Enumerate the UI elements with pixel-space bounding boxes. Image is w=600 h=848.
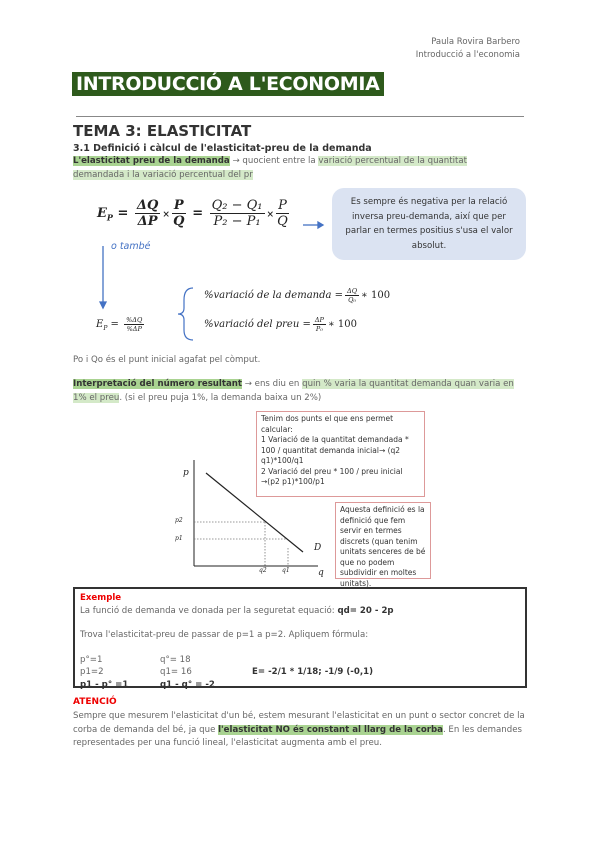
result: E= -2/1 * 1/18; -1/9 (-0,1) xyxy=(252,666,374,677)
times: × xyxy=(266,210,275,220)
author: Paula Rovira Barbero xyxy=(431,37,520,47)
course: Introducció a l'economia xyxy=(415,50,520,60)
text: . En les demandes representades per una funció lineal, l'elasticitat augmenta amb el preu. xyxy=(73,724,522,748)
p2-label: p2 xyxy=(175,517,183,524)
sub: P xyxy=(103,325,108,332)
topic-heading: TEMA 3: ELASTICITAT xyxy=(73,122,252,140)
item: 1 Variació de la quantitat demandada * 100 / quantitat demanda inicial→ (q2 q1)*100/q1 xyxy=(261,435,409,465)
val: p°=1 xyxy=(80,654,103,665)
num: ΔQ xyxy=(136,198,159,213)
label: %variació de la demanda = xyxy=(204,290,344,301)
highlight: variació percentual de la quantitat xyxy=(318,156,467,166)
attention-text xyxy=(73,710,533,751)
item: 2 Variació del preu * 100 / preu inicial →(p2 p1)*100/p1 xyxy=(261,466,403,486)
den: Q₀ xyxy=(348,296,356,304)
discrete-box: Aquesta definició es la definició que fem servir en termes discrets (quan tenim unitats senceres de bé que no podem subdividir en moltes unitats). xyxy=(335,502,431,579)
intro: Tenim dos punts el que ens permet calcular: xyxy=(261,414,394,434)
example-box xyxy=(73,587,527,688)
eq: = xyxy=(117,206,129,221)
num: ΔP xyxy=(314,316,324,324)
example-title: Exemple xyxy=(80,593,122,603)
section-heading: 3.1 Definició i càlcul de l'elasticitat-preu de la demanda xyxy=(73,143,372,154)
q1-label: q1 xyxy=(282,567,290,574)
sub: P xyxy=(106,212,113,223)
highlight: demandada i la variació percentual del pr xyxy=(73,169,253,180)
val: q°= 18 xyxy=(160,654,191,665)
text: Trova l'elasticitat-preu de passar de p=1 a p=2. Apliquem fórmula: xyxy=(80,630,369,640)
num: %ΔQ xyxy=(126,316,143,324)
equation: qd= 20 - 2p xyxy=(337,605,394,616)
den: %ΔP xyxy=(126,325,142,333)
title-banner: INTRODUCCIÓ A L'ECONOMIA xyxy=(72,72,384,96)
demand-label: D xyxy=(314,543,322,553)
q-axis-label: q xyxy=(318,568,324,578)
term: Interpretació del número resultant xyxy=(73,379,243,389)
text: → ens diu en xyxy=(242,379,303,389)
e: E xyxy=(96,319,104,330)
initial-point-note: Po i Qo és el punt inicial agafat pel còmput. xyxy=(73,355,261,365)
elasticity-formula-pct: $E_P$ = $\frac{\%\Delta Q}{\%\Delta P}$ xyxy=(96,316,143,333)
eq: = xyxy=(192,206,204,221)
den: P₂ − P₁ xyxy=(213,214,261,229)
den: Q xyxy=(277,214,288,229)
p1-label: p1 xyxy=(175,535,183,542)
den: P₀ xyxy=(315,325,323,333)
p-axis-label: p xyxy=(183,468,189,478)
term: L'elasticitat preu de la demanda xyxy=(73,156,230,166)
tail: ∗ 100 xyxy=(361,290,391,301)
two-points-box xyxy=(256,411,425,497)
highlight: 1% el preu xyxy=(73,392,120,403)
text: La funció de demanda ve donada per la seguretat equació: xyxy=(80,605,338,616)
times: × xyxy=(162,210,170,220)
tail: ∗ 100 xyxy=(327,319,357,330)
den: Q xyxy=(173,214,185,229)
num: ΔQ xyxy=(347,287,358,295)
num: P xyxy=(173,198,184,213)
val: q1 - q° = -2 xyxy=(160,679,215,690)
example-values xyxy=(80,654,520,694)
label: %variació del preu = xyxy=(204,319,311,330)
q2-label: q2 xyxy=(259,567,267,574)
val: p1=2 xyxy=(80,667,104,677)
note-text: Es sempre és negativa per la relació inversa preu-demanda, així que per parlar en termes positius s'usa el valor absolut. xyxy=(345,197,513,251)
text: . (si el preu puja 1%, la demanda baixa un 2%) xyxy=(119,392,322,403)
text: → quocient entre la xyxy=(229,156,319,166)
attention-title: ATENCIÓ xyxy=(73,697,117,707)
val: q1= 16 xyxy=(160,667,192,677)
den: ΔP xyxy=(137,214,158,229)
highlight: quin % varia la quantitat demanda quan varia en xyxy=(302,379,514,389)
also-label: o també xyxy=(111,241,151,252)
num: Q₂ − Q₁ xyxy=(211,198,263,213)
e: E xyxy=(97,206,107,221)
text: Sempre que mesurem l'elasticitat d'un bé, estem mesurant l'elasticitat en un punt o sector concret de la corba de demanda del bé, ja que xyxy=(73,711,525,735)
val: p1 - p° =1 xyxy=(80,679,129,690)
num: P xyxy=(278,198,287,213)
highlight: l'elasticitat NO és constant al llarg de la corba xyxy=(218,724,443,735)
